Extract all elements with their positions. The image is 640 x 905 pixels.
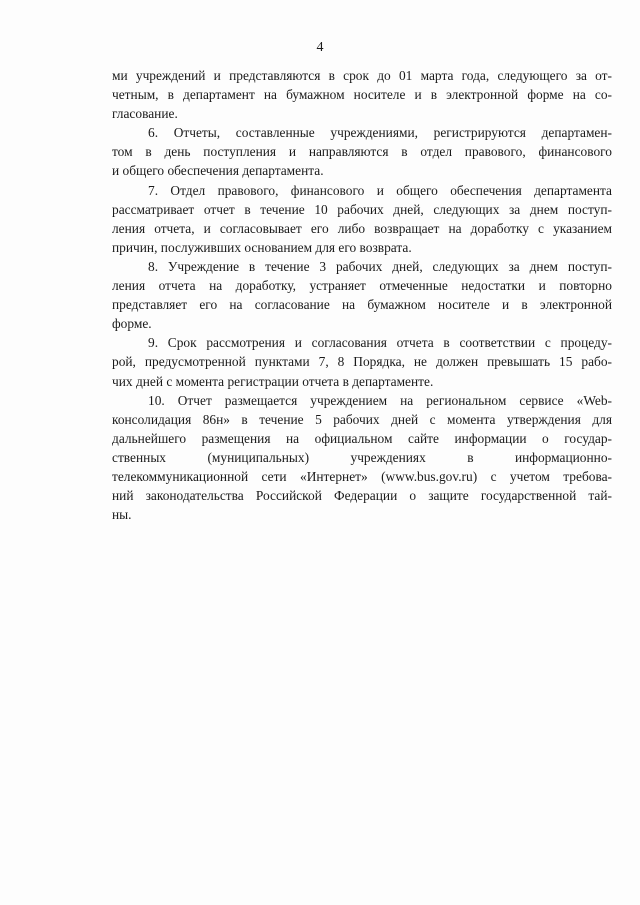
text-line: 6. Отчеты, составленные учреждениями, регистрируются департамен- [148,125,612,141]
text-line: четным, в департамент на бумажном носителе и в электронной форме на со- [112,87,612,103]
text-line: ми учреждений и представляются в срок до 01 марта года, следующего за от- [112,68,612,83]
text-line: 8. Учреждение в течение 3 рабочих дней, следующих за днем поступ- [148,258,612,274]
text-line: рой, предусмотренной пунктами 7, 8 Порядка, не должен превышать 15 рабо- [112,354,612,370]
text-line: том в день поступления и направляются в отдел правового, финансового [112,144,612,160]
text-line: рассматривает отчет в течение 10 рабочих дней, следующих за днем поступ- [112,201,612,217]
text-line: 7. Отдел правового, финансового и общего обеспечения департамента [148,182,612,198]
paragraph-continuation [112,66,612,123]
text-line: телекоммуникационной сети «Интернет» (www.bus.gov.ru) с учетом требова- [112,468,612,484]
text-line: 9. Срок рассмотрения и согласования отчета в соответствии с процеду- [148,335,612,351]
paragraph-item-10 [112,391,612,525]
text-line: 10. Отчет размещается учреждением на региональном сервисе «Web- [148,392,612,408]
text-line: гласование. [112,106,178,122]
paragraph-item-9 [112,333,612,390]
text-line: форме. [112,316,152,332]
text-line: и общего обеспечения департамента. [112,163,324,179]
text-line: дальнейшего размещения на официальном сайте информации о государ- [112,430,612,446]
document-body [112,66,612,524]
text-line: чих дней с момента регистрации отчета в департаменте. [112,373,434,389]
page-number: 4 [316,40,324,55]
paragraph-item-6 [112,123,612,180]
text-line: причин, послуживших основанием для его возврата. [112,239,412,255]
text-line: ны. [112,507,132,523]
text-line: ственных (муниципальных) учреждениях в информационно- [112,449,612,465]
text-line: ления отчета на доработку, устраняет отмеченные недостатки и повторно [112,278,612,294]
text-line: ний законодательства Российской Федерации о защите государственной тай- [112,488,612,504]
text-line: ления отчета, и согласовывает его либо возвращает на доработку с указанием [112,220,612,236]
text-line: консолидация 86н» в течение 5 рабочих дней с момента утверждения для [112,411,612,427]
paragraph-item-8 [112,257,612,333]
text-line: представляет его на согласование на бумажном носителе и в электронной [112,297,612,313]
paragraph-item-7 [112,181,612,257]
